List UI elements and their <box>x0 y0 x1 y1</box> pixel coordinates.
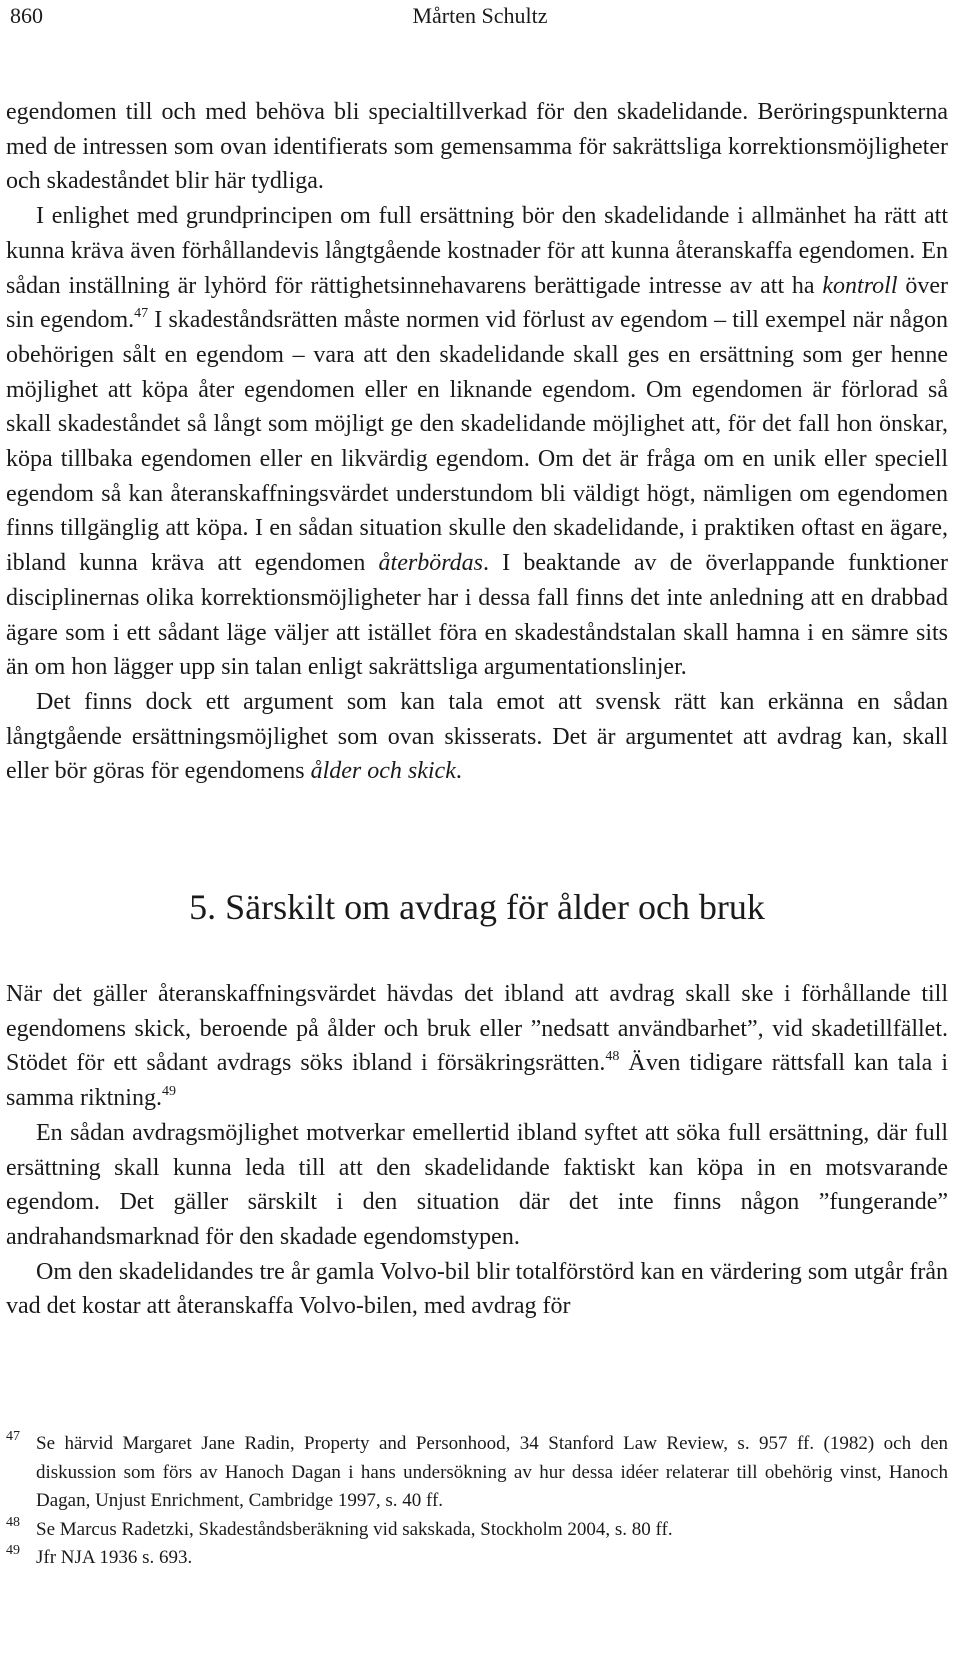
text-run: . I beaktande av de överlappande funktioner disciplinernas olika korrektionsmöjligheter har i dessa fall finns det inte anledning att en drabbad ägare som i ett sådant läge väljer att istället föra en skadeståndstalan skall hamna i en sämre sits än om hon lägger upp sin talan enligt sakrättsliga argumentationslinjer. <box>6 550 948 681</box>
text-run: När det gäller återanskaffningsvärdet hävdas det ibland att avdrag skall ske i förhållande till egendomens skick, beroende på ålder och bruk eller ”nedsatt användbarhet”, vid skadetillfället. Stödet för ett sådant avdrags söks ibland i försäkringsrätten. <box>6 981 948 1077</box>
italic-term: kontroll <box>822 272 898 299</box>
footnote <box>6 1544 948 1573</box>
section-heading: 5. Särskilt om avdrag för ålder och bruk <box>189 887 765 928</box>
paragraph <box>6 977 948 1116</box>
footnote-ref[interactable]: 48 <box>605 1049 620 1065</box>
body-text <box>6 95 948 1324</box>
page-header <box>10 0 950 32</box>
italic-term: ålder och skick <box>310 758 456 785</box>
text-run: Det finns dock ett argument som kan tala emot att svensk rätt kan erkänna en sådan långtgående ersättningsmöjlighet som ovan skisserats. Det är argumentet att avdrag kan, skall eller bör göras för egendomens <box>6 688 948 785</box>
footnote-number: 49 <box>6 1543 20 1558</box>
footnote <box>6 1516 948 1545</box>
text-run: egendomen till och med behöva bli specialtillverkad för den skadelidande. Beröringspunkterna med de intressen som ovan identifierats som gemensamma för sakrättsliga korrektionsmöjligheter och skadeståndet blir här tydliga. <box>6 99 948 195</box>
running-head-author: Mårten Schultz <box>412 3 548 28</box>
text-run: I enlighet med grundprincipen om full ersättning bör den skadelidande i allmänhet ha rätt att kunna kräva även förhållandevis långtgående kostnader för att kunna återanskaffa egendomen. En sådan inställning är lyhörd för rättighetsinnehavarens berättigade intresse av att ha <box>6 203 948 299</box>
paragraph <box>6 685 948 789</box>
footnotes <box>6 1430 948 1573</box>
text-run: . <box>455 758 462 785</box>
paragraph <box>6 95 948 199</box>
footnote-text: Jfr NJA 1936 s. 693. <box>36 1547 193 1568</box>
page-number: 860 <box>10 3 43 28</box>
footnote-number: 47 <box>6 1429 20 1444</box>
footnote-text: Se Marcus Radetzki, Skadeståndsberäkning vid sakskada, Stockholm 2004, s. 80 ff. <box>36 1518 673 1540</box>
paragraph: En sådan avdragsmöjlighet motverkar emellertid ibland syftet att söka full ersättning, där full ersättning skall kunna leda till att den skadelidande faktiskt kan köpa in en motsvarande egendom. Det gäller särskilt i den situation där det inte finns någon ”fungerande” andrahandsmarknad för den skadade egendomstypen. <box>6 1119 948 1250</box>
paragraph <box>6 199 948 685</box>
text-run: I skadeståndsrätten måste normen vid förlust av egendom – till exempel när någon obehörigen sålt en egendom – vara att den skadelidande skall ges en ersättning som ger henne möjlighet att köpa åter egendomen eller en liknande egendom. Om egendomen är förlorad så skall skadeståndet så långt som möjligt ge den skadelidande möjlighet att, för det fall hon önskar, köpa tillbaka egendomen eller en likvärdig egendom. Om det är fråga om en unik eller speciell egendom så kan återanskaffningsvärdet understundom bli väldigt högt, nämligen om egendomen finns tillgänglig att köpa. I en sådan situation skulle den skadelidande, i praktiken oftast en ägare, ibland kunna kräva att egendomen <box>6 307 948 577</box>
italic-term: återbördas <box>378 550 483 577</box>
footnote-ref[interactable]: 49 <box>161 1084 176 1100</box>
text-run: över sin egendom. <box>6 272 948 334</box>
footnote-ref[interactable]: 47 <box>134 306 149 322</box>
text-run: Även tidigare rättsfall kan tala i samma riktning. <box>6 1050 949 1112</box>
paragraph: Om den skadelidandes tre år gamla Volvo-bil blir totalförstörd kan en värdering som utgår från vad det kostar att återanskaffa Volvo-bilen, med avdrag för <box>6 1258 948 1320</box>
footnote-number: 48 <box>6 1514 20 1530</box>
footnote <box>6 1430 948 1516</box>
footnote-text: Se härvid Margaret Jane Radin, Property and Personhood, 34 Stanford Law Review, s. 957 ff. (1982) och den diskussion som förs av Hanoch Dagan i hans undersökning av hur dessa idéer relaterar till obehörig vinst, Hanoch Dagan, Unjust Enrichment, Cambridge 1997, s. 40 ff. <box>36 1433 948 1511</box>
